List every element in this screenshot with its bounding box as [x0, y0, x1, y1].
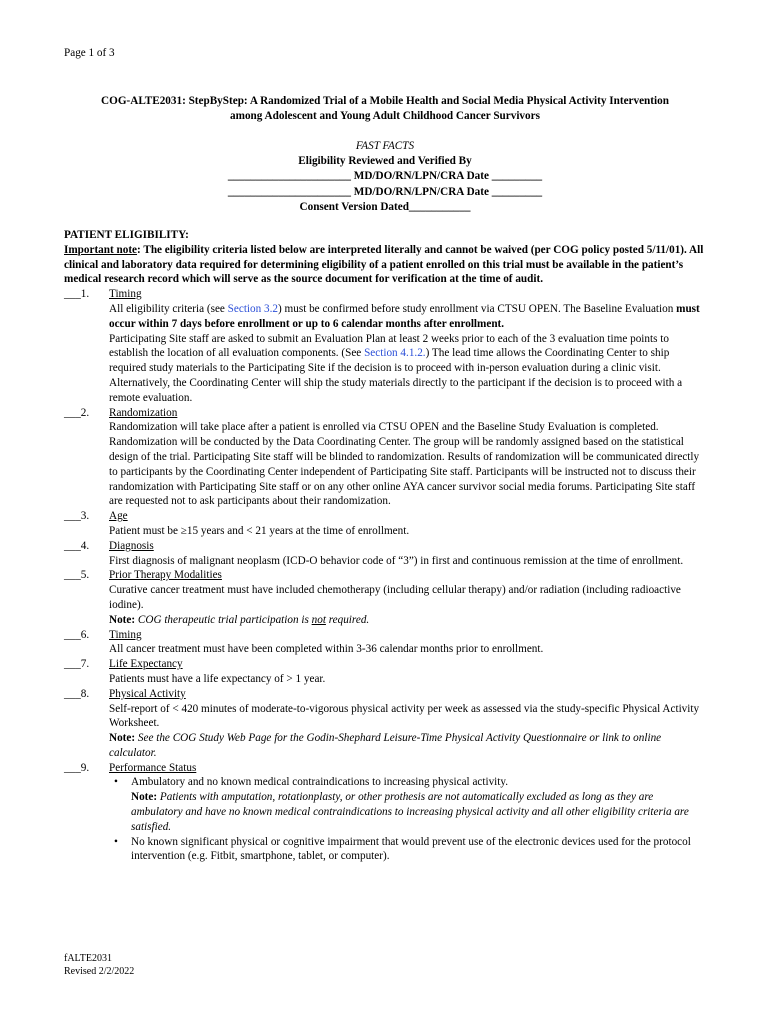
criterion-title: Prior Therapy Modalities	[109, 569, 222, 582]
criterion-checkbox-line[interactable]: ___6.	[64, 628, 90, 641]
bullet-item	[109, 835, 704, 865]
bullet-note	[131, 790, 704, 834]
criterion-title: Age	[109, 510, 128, 523]
fast-facts-heading: FAST FACTS	[355, 140, 415, 152]
criterion-checkbox-line[interactable]: ___9.	[64, 761, 90, 774]
criterion-4	[64, 539, 704, 569]
criterion-text	[109, 302, 704, 332]
criterion-text: Self-report of < 420 minutes of moderate-to-vigorous physical activity per week as assessed via the study-specific Physical Activity Worksheet.	[109, 702, 700, 730]
consent-version-line: Consent Version Dated___________	[299, 200, 471, 213]
fast-facts-block	[0, 139, 770, 215]
criterion-note: Note: COG therapeutic trial participation is not required.	[109, 613, 370, 626]
bullet-item	[109, 775, 704, 834]
criterion-title: Diagnosis	[109, 539, 154, 552]
criterion-8	[64, 687, 704, 761]
note-label: Note	[109, 613, 132, 626]
criterion-title: Life Expectancy	[109, 658, 183, 671]
criterion-checkbox-line[interactable]: ___4.	[64, 539, 90, 552]
criterion-checkbox-line[interactable]: ___3.	[64, 510, 90, 523]
bullet-text: Ambulatory and no known medical contraindications to increasing physical activity.	[131, 776, 509, 789]
eligibility-verified-label: Eligibility Reviewed and Verified By	[298, 155, 472, 168]
page-number: Page 1 of 3	[64, 47, 115, 59]
criterion-5	[64, 568, 704, 627]
criterion-2	[64, 406, 704, 510]
important-note	[64, 243, 704, 287]
criterion-6	[64, 628, 704, 658]
criterion-text: Patients must have a life expectancy of > 1 year.	[109, 672, 326, 685]
section-heading: PATIENT ELIGIBILITY:	[64, 229, 189, 241]
text-span: ) must be confirmed before study enrollment via CTSU OPEN. The Baseline Evaluation	[278, 302, 677, 315]
note-text: COG therapeutic trial participation is	[137, 613, 312, 626]
criterion-text: First diagnosis of malignant neoplasm (ICD-O behavior code of “3”) in first and continuous remission at the time of enrollment.	[109, 554, 684, 567]
bullet-icon: •	[114, 835, 118, 848]
page-footer	[64, 952, 134, 978]
bullet-icon: •	[114, 776, 118, 789]
section-3-2-link[interactable]: Section 3.2	[227, 302, 279, 315]
patient-eligibility-section	[64, 228, 704, 864]
criterion-title: Timing	[109, 628, 142, 641]
criterion-note: Note: See the COG Study Web Page for the Godin-Shephard Leisure-Time Physical Activity Questionnaire or link to online calculator.	[109, 732, 662, 759]
note-label: Note	[109, 732, 132, 745]
criterion-1	[64, 287, 704, 405]
criterion-text	[109, 332, 704, 406]
text-span: All eligibility criteria (see	[109, 302, 228, 315]
criterion-9	[64, 761, 704, 865]
note-label: Note:	[131, 791, 158, 804]
text-span: Participating Site staff are asked to submit an Evaluation Plan at least 2 weeks prior to each of the 3 evaluation time points to establish the location of all evaluation components. (See	[109, 332, 669, 360]
text-span: ) The lead time allows the Coordinating Center to ship required study materials to the Participating Site if the decision is to proceed with in-person evaluation during a clinic visit. Alternatively, the Coordinating Center will ship the study materials directly to the participant if the decision is to proceed with a remote evaluation.	[109, 347, 683, 404]
criterion-7	[64, 657, 704, 687]
criterion-text: Curative cancer treatment must have included chemotherapy (including cellular therapy) and/or radiation (including radioactive iodine).	[109, 584, 681, 611]
bold-text: must occur within 7 days before enrollment or up to 6 calendar months after enrollment.	[109, 302, 700, 330]
criterion-title: Performance Status	[109, 761, 197, 774]
criterion-checkbox-line[interactable]: ___7.	[64, 658, 90, 671]
important-note-label: Important note	[64, 243, 138, 256]
section-4-1-2-link[interactable]: Section 4.1.2.	[364, 347, 426, 360]
criterion-checkbox-line[interactable]: ___5.	[64, 569, 90, 582]
criterion-text: Randomization will take place after a patient is enrolled via CTSU OPEN and the Baseline Study Evaluation is completed. Randomization will be conducted by the Data Coordinating Center. The group will be randomly assigned based on the statistical design of the trial. Participating Site staff will be blinded to randomization. Results of randomization will be communicated directly to participants by the Coordinating Center independent of Participating Site staff. Participants will be instructed not to discuss their randomization with Participating Site staff or on any other online AYA cancer survivor social media forums. Participating Site staff are requested not to ask participants about their randomization.	[109, 421, 700, 508]
criterion-text: All cancer treatment must have been completed within 3-36 calendar months prior to enrollment.	[109, 643, 544, 656]
criterion-checkbox-line[interactable]: ___1.	[64, 288, 90, 301]
note-text: required.	[325, 613, 370, 626]
criterion-title: Timing	[109, 288, 142, 301]
bullet-text: No known significant physical or cognitive impairment that would prevent use of the electronic devices used for the protocol intervention (e.g. Fitbit, smartphone, tablet, or computer).	[131, 835, 691, 863]
criterion-checkbox-line[interactable]: ___2.	[64, 406, 90, 419]
note-text: See the COG Study Web Page for the Godin-Shephard Leisure-Time Physical Activity Questionnaire or link to online calculator.	[109, 732, 662, 759]
criterion-3	[64, 509, 704, 539]
title-line-2: among Adolescent and Young Adult Childhood Cancer Survivors	[230, 110, 540, 123]
document-title	[40, 94, 730, 124]
criterion-text: Patient must be ≥15 years and < 21 years at the time of enrollment.	[109, 524, 410, 537]
revision-date: Revised 2/2/2022	[64, 966, 135, 977]
criterion-title: Physical Activity	[109, 687, 186, 700]
form-id: fALTE2031	[64, 953, 112, 964]
important-note-text: : The eligibility criteria listed below are interpreted literally and cannot be waived (per COG policy posted 5/11/01). All clinical and laboratory data required for determining eligibility of a patient enrolled on this trial must be available in the patient’s medical research record which will serve as the source document for verification at the time of audit.	[64, 243, 704, 286]
title-line-1: COG-ALTE2031: StepByStep: A Randomized Trial of a Mobile Health and Social Media Physical Activity Intervention	[101, 95, 669, 107]
note-text: Patients with amputation, rotationplasty, or other prothesis are not automatically excluded as long as they are ambulatory and have no known medical contraindications to increasing physical activity and all other eligibility criteria are satisfied.	[131, 791, 689, 833]
criterion-checkbox-line[interactable]: ___8.	[64, 687, 90, 700]
note-underlined: not	[311, 613, 326, 626]
criterion-title: Randomization	[109, 406, 178, 419]
signature-line-2: ______________________ MD/DO/RN/LPN/CRA Date _________	[227, 185, 543, 198]
signature-line-1: ______________________ MD/DO/RN/LPN/CRA Date _________	[227, 170, 543, 183]
